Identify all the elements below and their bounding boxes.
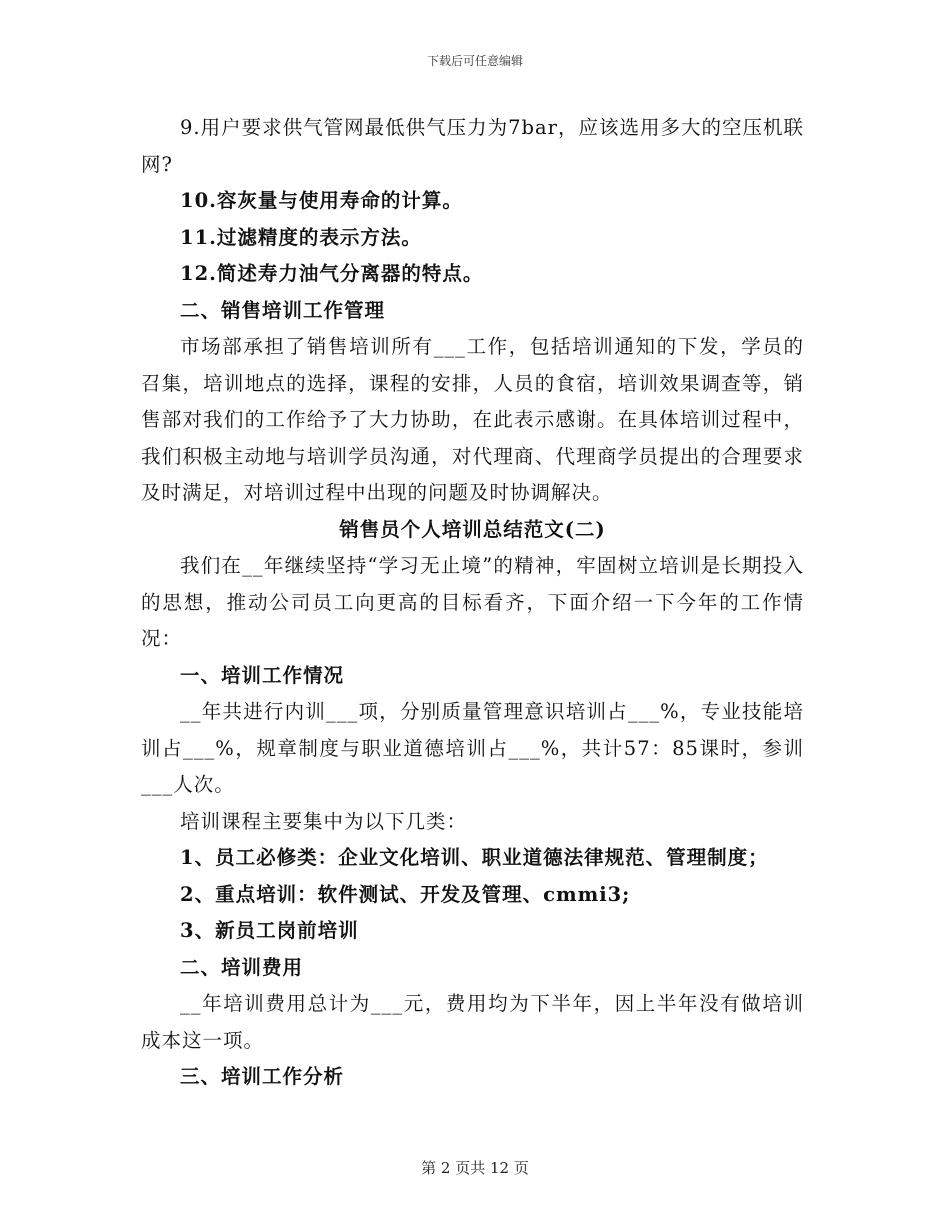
section-heading: 一、培训工作情况 — [180, 663, 345, 687]
paragraph: 市场部承担了销售培训所有___工作，包括培训通知的下发，学员的召集，培训地点的选择，课程的安排，人员的食宿，培训效果调查等，销售部对我们的工作给予了大力协助，在此表示感谢。在具体培训过程中，我们积极主动地与培训学员沟通，对代理商、代理商学员提出的合理要求及时满足，对培训过程中出现的问题及时协调解决。 — [141, 335, 804, 504]
paragraph: 培训课程主要集中为以下几类： — [180, 809, 468, 833]
page-header: 下载后可任意编辑 — [426, 54, 523, 68]
paragraph: 我们在__年继续坚持“学习无止境”的精神，牢固树立培训是长期投入的思想，推动公司员工向更高的目标看齐，下面介绍一下今年的工作情况： — [141, 554, 804, 650]
page-footer: 第 2 页共 12 页 — [421, 1159, 529, 1177]
section-heading: 二、培训费用 — [180, 955, 304, 979]
paragraph: 10.容灰量与使用寿命的计算。 — [180, 189, 463, 212]
document-title: 销售员个人培训总结范文(二) — [339, 517, 606, 541]
paragraph: __年培训费用总计为___元，费用均为下半年，因上半年没有做培训成本这一项。 — [141, 992, 804, 1052]
paragraph: __年共进行内训___项，分别质量管理意识培训占___%，专业技能培训占___%，规章制度与职业道德培训占___%，共计57：85课时，参训___人次。 — [141, 700, 804, 796]
document-body — [141, 110, 804, 1096]
paragraph: 9.用户要求供气管网最低供气压力为7bar，应该选用多大的空压机联网? — [141, 116, 804, 176]
section-heading: 三、培训工作分析 — [180, 1065, 345, 1088]
paragraph: 11.过滤精度的表示方法。 — [180, 225, 422, 249]
section-heading: 二、销售培训工作管理 — [180, 298, 386, 322]
list-item: 2、重点培训：软件测试、开发及管理、cmmi3; — [180, 882, 631, 906]
list-item: 1、员工必修类：企业文化培训、职业道德法律规范、管理制度； — [180, 846, 769, 869]
list-item: 3、新员工岗前培训 — [180, 919, 359, 942]
paragraph: 12.简述寿力油气分离器的特点。 — [180, 262, 484, 285]
